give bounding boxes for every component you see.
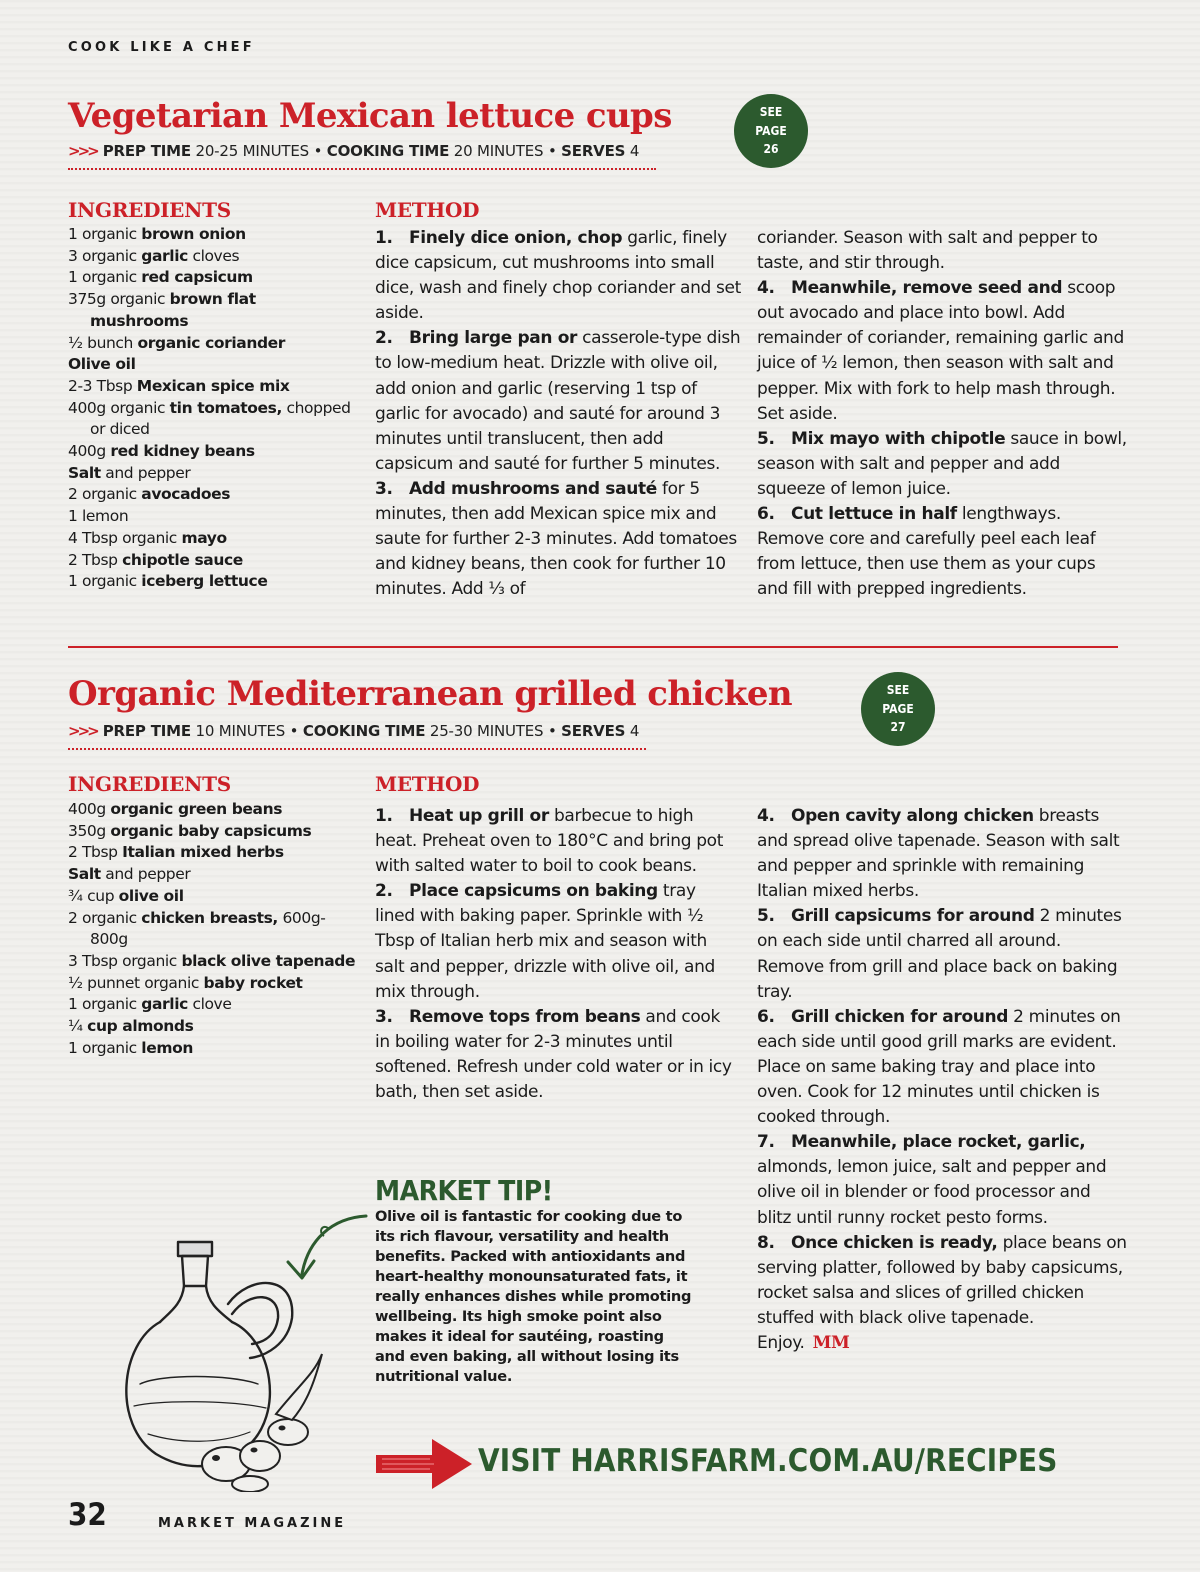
step-lead: Cut lettuce in half: [791, 504, 957, 525]
ingredient-name: olive oil: [118, 886, 184, 905]
step-number: 3.: [375, 478, 393, 499]
ingredient-item: ½ bunch organic coriander: [68, 333, 286, 352]
magazine-name: MARKET MAGAZINE: [158, 1516, 347, 1531]
method-step: 6. Cut lettuce in half lengthways. Remove core and carefully peel each leaf from lettuce, then use them as your cups and fill with prepped ingredients.: [757, 504, 1096, 600]
step-lead: Meanwhile, place rocket, garlic,: [791, 1132, 1086, 1153]
ingredient-name: tin tomatoes,: [169, 398, 282, 417]
ingredient-name: organic coriander: [137, 333, 286, 352]
method-step: 2. Place capsicums on baking tray lined with baking paper. Sprinkle with ½ Tbsp of Italian herb mix and season with salt and pepper, drizzle with olive oil, and mix through.: [375, 881, 715, 1002]
arrow-right-icon: [374, 1435, 474, 1493]
step-lead: Once chicken is ready,: [791, 1232, 998, 1253]
ingredient-item: 2 organic chicken breasts, 600g-800g: [68, 908, 326, 949]
step-number: 4.: [757, 278, 775, 299]
method-column-1: [375, 226, 741, 602]
ingredient-item: 2-3 Tbsp Mexican spice mix: [68, 376, 290, 395]
ingredient-name: iceberg lettuce: [141, 572, 268, 591]
step-lead: Meanwhile, remove seed and: [791, 278, 1063, 299]
ingredient-item: ½ punnet organic baby rocket: [68, 973, 303, 992]
method-step: 6. Grill chicken for around 2 minutes on each side until good grill marks are evident. Place on same baking tray and place into oven. Cook for 12 minutes until chicken is cooked through.: [757, 1006, 1121, 1128]
ingredients-heading: INGREDIENTS: [68, 198, 231, 222]
ingredient-name: baby rocket: [203, 973, 303, 992]
step-number: 6.: [757, 504, 775, 525]
ingredient-item: Salt and pepper: [68, 865, 191, 884]
method-step: 1. Finely dice onion, chop garlic, finely dice capsicum, cut mushrooms into small dice, wash and finely chop coriander and set aside.: [375, 228, 741, 324]
method-heading: METHOD: [375, 772, 480, 796]
step-lead: Mix mayo with chipotle: [791, 428, 1006, 449]
chevrons-icon: >>>: [68, 142, 97, 160]
method-step: 2. Bring large pan or casserole-type dish to low-medium heat. Drizzle with olive oil, add onion and garlic (reserving 1 tsp of garlic for avocado) and sauté for around 3 minutes until translucent, then add capsicum and sauté for further 5 minutes.: [375, 328, 741, 474]
ingredient-name: black olive tapenade: [181, 951, 356, 970]
ingredient-name: Italian mixed herbs: [122, 843, 284, 862]
section-divider: [68, 646, 1118, 648]
ingredient-name: chicken breasts,: [141, 908, 278, 927]
ingredient-name: organic baby capsicums: [110, 821, 312, 840]
recipe1-meta: >>> PREP TIME 20-25 MINUTES • COOKING TIME 20 MINUTES • SERVES 4: [68, 142, 640, 160]
ingredient-name: Mexican spice mix: [136, 376, 290, 395]
step-lead: Remove tops from beans: [409, 1006, 641, 1027]
ingredient-item: 2 Tbsp Italian mixed herbs: [68, 843, 284, 862]
step-lead: Finely dice onion, chop: [409, 228, 623, 248]
step-number: 8.: [757, 1232, 775, 1253]
ingredient-name: mayo: [181, 528, 227, 547]
ingredient-name: Salt: [68, 463, 101, 482]
step-number: 5.: [757, 906, 775, 927]
ingredient-name: chipotle sauce: [122, 550, 243, 569]
method-step: 5. Grill capsicums for around 2 minutes on each side until charred all around. Remove from grill and place back on baking tray.: [757, 906, 1122, 1002]
ingredient-item: 2 Tbsp chipotle sauce: [68, 550, 243, 569]
method-column-2: [757, 226, 1129, 602]
recipe2-title: Organic Mediterranean grilled chicken: [68, 674, 793, 714]
title-underline: [68, 168, 656, 170]
ingredient-item: 1 organic lemon: [68, 1038, 193, 1057]
step-number: 4.: [757, 806, 775, 826]
step-number: 7.: [757, 1132, 775, 1153]
see-page-badge: SEE PAGE 26: [734, 94, 808, 168]
ingredient-name: avocadoes: [141, 485, 231, 504]
olive-oil-bottle-icon: [100, 1234, 340, 1492]
step-lead: Add mushrooms and sauté: [409, 478, 657, 499]
ingredient-item: 2 organic avocadoes: [68, 485, 231, 504]
step-lead: Open cavity along chicken: [791, 806, 1034, 826]
ingredients-list: [68, 224, 358, 593]
ingredients-list: [68, 799, 358, 1059]
title-underline: [68, 748, 646, 750]
step-lead: Grill capsicums for around: [791, 906, 1035, 927]
chevrons-icon: >>>: [68, 722, 97, 740]
method-step: 7. Meanwhile, place rocket, garlic, almonds, lemon juice, salt and pepper and olive oil in blender or food processor and blitz until runny rocket pesto forms.: [757, 1132, 1107, 1228]
step-lead: Grill chicken for around: [791, 1006, 1009, 1027]
ingredient-item: 3 organic garlic cloves: [68, 246, 240, 265]
ingredient-item: ¼ cup almonds: [68, 1017, 194, 1036]
signoff: MM: [812, 1332, 850, 1353]
ingredient-name: organic green beans: [110, 800, 283, 818]
method-step: 3. Remove tops from beans and cook in boiling water for 2-3 minutes until softened. Refresh under cold water or in icy bath, then set aside.: [375, 1006, 732, 1103]
ingredient-name: garlic: [141, 246, 188, 265]
ingredient-item: 4 Tbsp organic mayo: [68, 528, 227, 547]
ingredient-name: brown flat mushrooms: [90, 290, 256, 330]
ingredient-item: 350g organic baby capsicums: [68, 821, 312, 840]
step-lead: Heat up grill or: [409, 806, 549, 826]
method-step: 5. Mix mayo with chipotle sauce in bowl, season with salt and pepper and add squeeze of lemon juice.: [757, 428, 1127, 499]
method-step: 3. Add mushrooms and sauté for 5 minutes, then add Mexican spice mix and saute for further 2-3 minutes. Add tomatoes and kidney beans, then cook for further 10 minutes. Add ⅓ of: [375, 478, 737, 600]
ingredient-item: 400g organic tin tomatoes, chopped or diced: [68, 398, 351, 439]
ingredient-item: Salt and pepper: [68, 463, 191, 482]
method-column-1: [375, 804, 739, 1105]
ingredient-item: 400g red kidney beans: [68, 442, 255, 461]
ingredient-name: Olive oil: [68, 355, 136, 374]
method-step: 1. Heat up grill or barbecue to high heat. Preheat oven to 180°C and bring pot with salted water to boil to cook beans.: [375, 806, 724, 877]
recipe2-meta: >>> PREP TIME 10 MINUTES • COOKING TIME 25-30 MINUTES • SERVES 4: [68, 722, 640, 740]
step-number: 1.: [375, 806, 393, 826]
ingredient-item: 1 organic garlic clove: [68, 995, 232, 1014]
method-step: coriander. Season with salt and pepper to taste, and stir through.: [757, 228, 1098, 274]
see-page-badge: SEE PAGE 27: [861, 672, 935, 746]
ingredient-name: lemon: [141, 1038, 193, 1057]
ingredient-item: 1 lemon: [68, 507, 129, 526]
ingredient-item: 1 organic brown onion: [68, 225, 246, 243]
step-number: 2.: [375, 328, 393, 349]
ingredient-name: red capsicum: [141, 268, 253, 287]
method-step: 8. Once chicken is ready, place beans on serving platter, followed by baby capsicums, rocket salsa and slices of grilled chicken stuffed with black olive tapenade. Enjoy. MM: [757, 1232, 1127, 1353]
section-kicker: COOK LIKE A CHEF: [68, 40, 255, 55]
step-lead: Bring large pan or: [409, 328, 578, 349]
step-number: 5.: [757, 428, 775, 449]
ingredients-heading: INGREDIENTS: [68, 772, 231, 796]
step-number: 1.: [375, 228, 393, 248]
ingredient-name: brown onion: [141, 225, 246, 243]
method-step: 4. Meanwhile, remove seed and scoop out avocado and place into bowl. Add remainder of coriander, remaining garlic and juice of ½ lemon, then season with salt and pepper. Mix with fork to help mash through. Set aside.: [757, 278, 1124, 424]
step-number: 6.: [757, 1006, 775, 1027]
step-number: 3.: [375, 1006, 393, 1027]
ingredient-name: cup almonds: [87, 1017, 194, 1036]
ingredient-item: [68, 354, 358, 376]
market-tip-title: MARKET TIP!: [375, 1174, 553, 1207]
ingredient-item: 3 Tbsp organic black olive tapenade: [68, 951, 356, 970]
market-tip-body: Olive oil is fantastic for cooking due to its rich flavour, versatility and health benefits. Packed with antioxidants and heart-healthy monounsaturated fats, it really enhances dishes while promoting wellbeing. Its high smoke point also makes it ideal for sautéing, roasting and even baking, all without losing its nutritional value.: [375, 1208, 692, 1385]
ingredient-item: 375g organic brown flat mushrooms: [68, 290, 256, 330]
ingredient-name: garlic: [141, 995, 188, 1014]
method-heading: METHOD: [375, 198, 480, 222]
page-number: 32: [68, 1497, 107, 1533]
ingredient-item: ¾ cup olive oil: [68, 886, 184, 905]
step-number: 2.: [375, 881, 393, 902]
method-column-2: [757, 804, 1129, 1356]
ingredient-item: 400g organic green beans: [68, 800, 283, 818]
ingredient-name: Salt: [68, 865, 101, 884]
ingredient-name: red kidney beans: [110, 442, 255, 461]
visit-recipes-link[interactable]: VISIT HARRISFARM.COM.AU/RECIPES: [478, 1443, 1058, 1479]
recipe1-title: Vegetarian Mexican lettuce cups: [68, 96, 672, 136]
ingredient-item: 1 organic iceberg lettuce: [68, 572, 268, 591]
step-lead: Place capsicums on baking: [409, 881, 658, 902]
ingredient-item: 1 organic red capsicum: [68, 268, 253, 287]
method-step: 4. Open cavity along chicken breasts and spread olive tapenade. Season with salt and pepper and sprinkle with remaining Italian mixed herbs.: [757, 806, 1120, 902]
